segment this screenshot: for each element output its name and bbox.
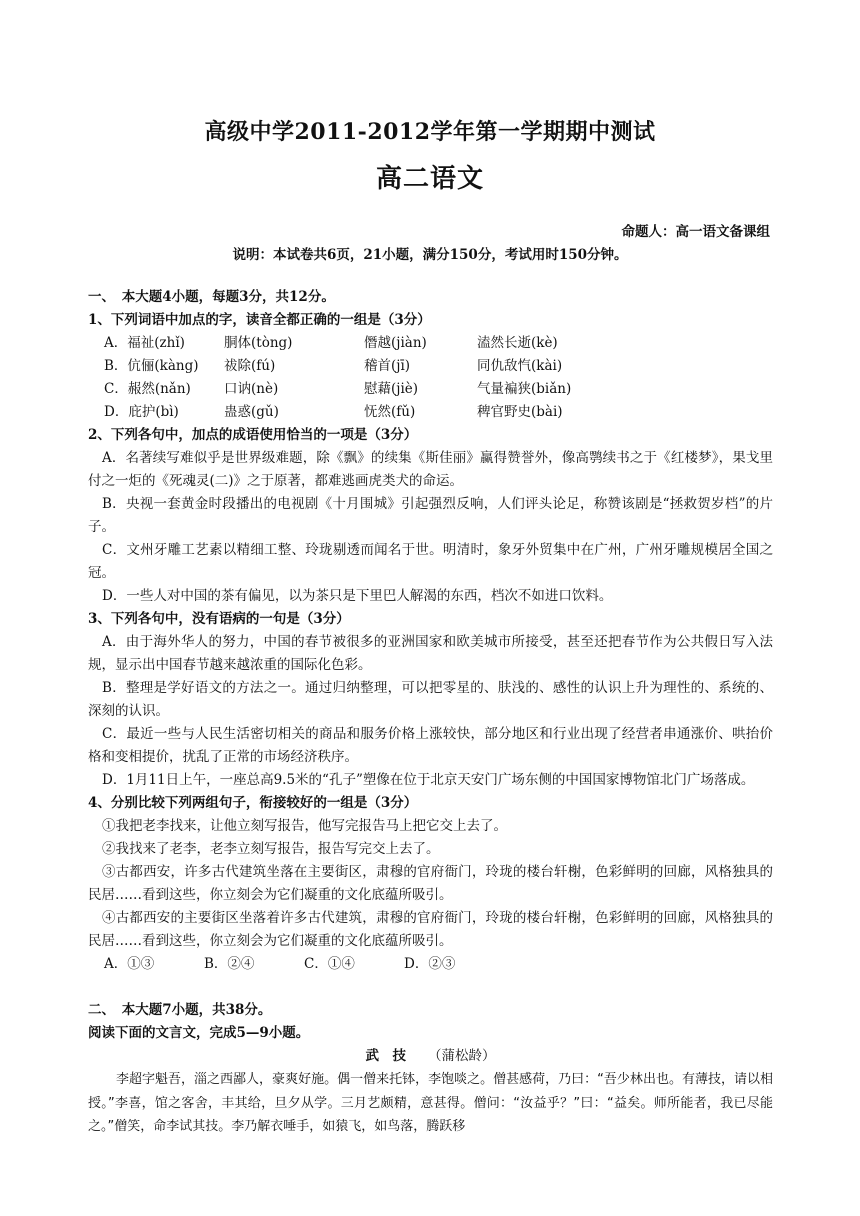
author-line: 命题人：高一语文备课组 bbox=[621, 224, 770, 240]
passage-title: 武 技 bbox=[365, 1048, 406, 1064]
q3-option-d: D．1月11日上午，一座总高9.5米的“孔子”塑像在位于北京天安门广场东侧的中国国家博物馆北门广场落成。 bbox=[102, 772, 755, 788]
q4-sentence-2: ②我找来了老李，老李立刻写报告，报告写完交上去了。 bbox=[102, 841, 440, 857]
q1-option: 气量褊狭(biǎn) bbox=[477, 381, 572, 397]
q1-option: 蛊惑(gǔ) bbox=[224, 404, 279, 420]
q1-option: 胴体(tòng) bbox=[224, 335, 293, 351]
q1-option: 同仇敌忾(kài) bbox=[477, 358, 563, 374]
q1-option: 稽首(jī) bbox=[364, 358, 411, 374]
section2-heading: 二、 本大题7小题，共38分。 bbox=[88, 1002, 272, 1018]
exam-note: 说明：本试卷共6页，21小题，满分150分，考试用时150分钟。 bbox=[232, 247, 628, 263]
q2-stem: 2、下列各句中，加点的成语使用恰当的一项是（3分） bbox=[88, 427, 418, 443]
section2-intro: 阅读下面的文言文，完成5—9小题。 bbox=[88, 1025, 310, 1041]
exam-title: 高级中学2011-2012学年第一学期期中测试 bbox=[204, 119, 656, 145]
q2-option-a: A．名著续写难似乎是世界级难题，除《飘》的续集《斯佳丽》赢得赞誉外，像高鹗续书之于《红楼梦》，果戈里付之一炬的《死魂灵(二)》之于原著，都难逃画虎类犬的命运。 bbox=[88, 450, 773, 489]
q1-options bbox=[104, 332, 773, 424]
passage-title-line bbox=[88, 1045, 773, 1068]
q1-option: 僭越(jiàn) bbox=[364, 335, 427, 351]
q1-option: A．福祉(zhǐ) bbox=[104, 335, 185, 351]
exam-content bbox=[88, 286, 773, 1139]
spacer bbox=[88, 976, 773, 999]
q3-option-b: B．整理是学好语文的方法之一。通过归纳整理，可以把零星的、肤浅的、感性的认识上升为理性的、系统的、深刻的认识。 bbox=[88, 680, 773, 719]
q3-option-a: A．由于海外华人的努力，中国的春节被很多的亚洲国家和欧美城市所接受，甚至还把春节作为公共假日写入法规，显示出中国春节越来越浓重的国际化色彩。 bbox=[88, 634, 773, 673]
q4-sentence-4: ④古都西安的主要街区坐落着许多古代建筑，肃穆的官府衙门，玲珑的楼台轩榭，色彩鲜明的回廊，风格独具的民居……看到这些，你立刻会为它们凝重的文化底蕴所吸引。 bbox=[88, 910, 773, 949]
q1-option: 怃然(fǔ) bbox=[364, 404, 416, 420]
section1-heading: 一、 本大题4小题，每题3分，共12分。 bbox=[88, 289, 335, 305]
q1-option: 慰藉(jiè) bbox=[364, 381, 419, 397]
q3-stem: 3、下列各句中，没有语病的一句是（3分） bbox=[88, 611, 350, 627]
q4-stem: 4、分别比较下列两组句子，衔接较好的一组是（3分） bbox=[88, 795, 418, 811]
q4-choice-d: D．②③ bbox=[404, 956, 456, 972]
q2-option-b: B．央视一套黄金时段播出的电视剧《十月围城》引起强烈反响，人们评头论足，称赞该剧是“拯救贺岁档”的片子。 bbox=[88, 496, 773, 535]
q4-sentence-3: ③古都西安，许多古代建筑坐落在主要街区，肃穆的官府衙门，玲珑的楼台轩榭，色彩鲜明的回廊，风格独具的民居……看到这些，你立刻会为它们凝重的文化底蕴所吸引。 bbox=[88, 864, 773, 903]
q3-option-c: C．最近一些与人民生活密切相关的商品和服务价格上涨较快，部分地区和行业出现了经营者串通涨价、哄抬价格和变相提价，扰乱了正常的市场经济秩序。 bbox=[88, 726, 773, 765]
q1-option: B．伉俪(kàng) bbox=[104, 358, 199, 374]
q4-sentence-1: ①我把老李找来，让他立刻写报告，他写完报告马上把它交上去了。 bbox=[102, 818, 507, 834]
q1-option: 祓除(fú) bbox=[224, 358, 276, 374]
q1-option: D．庇护(bì) bbox=[104, 404, 179, 420]
passage-text: 李超字魁吾，淄之西鄙人，豪爽好施。偶一僧来托钵，李饱啖之。僧甚感荷，乃曰：“吾少林出也。有薄技，请以相授。”李喜，馆之客舍，丰其给，旦夕从学。三月艺颇精，意甚得。僧问：“汝益乎？”曰：“益矣。师所能者，我已尽能之。”僧笑，命李试其技。李乃解衣唾手，如猿飞，如鸟落，腾跃移 bbox=[88, 1072, 773, 1134]
q1-option: 稗官野史(bài) bbox=[477, 404, 563, 420]
q1-option: 溘然长逝(kè) bbox=[477, 335, 558, 351]
subject-title: 高二语文 bbox=[375, 164, 484, 194]
q1-option: 口讷(nè) bbox=[224, 381, 279, 397]
q4-choice-a: A．①③ bbox=[104, 956, 155, 972]
q4-choice-c: C．①④ bbox=[304, 956, 355, 972]
q2-option-d: D．一些人对中国的茶有偏见，以为茶只是下里巴人解渴的东西，档次不如进口饮料。 bbox=[102, 588, 613, 604]
q2-option-c: C．文州牙雕工艺素以精细工整、玲珑剔透而闻名于世。明清时，象牙外贸集中在广州，广州牙雕规模居全国之冠。 bbox=[88, 542, 773, 581]
q4-choices bbox=[104, 953, 773, 976]
q1-option: C．赧然(nǎn) bbox=[104, 381, 191, 397]
q1-stem: 1、下列词语中加点的字，读音全都正确的一组是（3分） bbox=[88, 312, 431, 328]
q4-choice-b: B．②④ bbox=[204, 956, 255, 972]
passage-author: （蒲松龄） bbox=[428, 1048, 496, 1064]
